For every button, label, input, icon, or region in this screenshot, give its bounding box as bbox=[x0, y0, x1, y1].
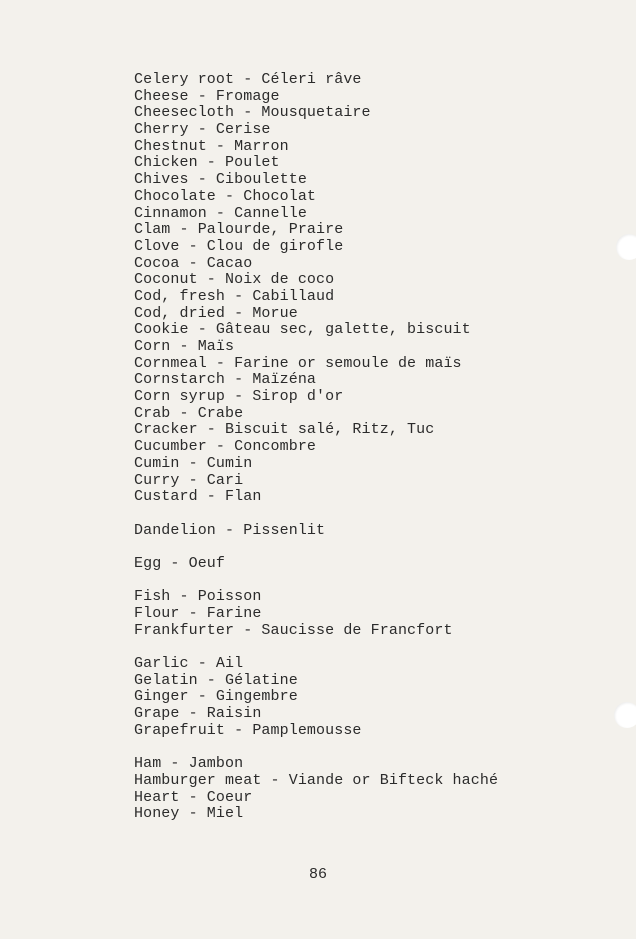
glossary-entry: Chicken - Poulet bbox=[134, 154, 280, 172]
page-number: 86 bbox=[308, 866, 327, 883]
glossary-entry: Grapefruit - Pamplemousse bbox=[134, 721, 362, 739]
glossary-entry: Crab - Crabe bbox=[134, 404, 244, 422]
glossary-entry: Flour - Farine bbox=[134, 605, 262, 622]
glossary-entry: Clam - Palourde, Praire bbox=[134, 221, 344, 239]
glossary-entry: Clove - Clou de girofle bbox=[134, 237, 344, 255]
section-gap bbox=[134, 573, 498, 590]
glossary-entry: Grape - Raisin bbox=[134, 705, 262, 723]
glossary-entry: Frankfurter - Saucisse de Francfort bbox=[134, 621, 453, 639]
glossary-entry: Garlic - Ail bbox=[134, 655, 244, 673]
glossary-entry: Gelatin - Gélatine bbox=[134, 671, 298, 689]
glossary-entry: Cod, fresh - Cabillaud bbox=[134, 287, 335, 305]
glossary-entry: Corn - Maïs bbox=[134, 338, 235, 355]
glossary-entry: Coconut - Noix de coco bbox=[134, 271, 335, 289]
section-gap bbox=[134, 506, 498, 523]
binder-hole bbox=[614, 702, 636, 728]
glossary-entry: Curry - Cari bbox=[134, 471, 244, 489]
glossary-entry: Chives - Ciboulette bbox=[134, 171, 307, 189]
glossary-entry: Celery root - Céleri râve bbox=[134, 71, 362, 88]
glossary-entry: Chestnut - Marron bbox=[134, 137, 289, 155]
glossary-entry: Cod, dried - Morue bbox=[134, 304, 298, 322]
glossary-entry: Heart - Coeur bbox=[134, 788, 253, 806]
glossary-entry: Ham - Jambon bbox=[134, 755, 244, 773]
glossary-entry: Cheesecloth - Mousquetaire bbox=[134, 104, 371, 122]
glossary-entry: Cumin - Cumin bbox=[134, 454, 253, 472]
binder-hole bbox=[616, 234, 636, 260]
glossary-entry: Cornmeal - Farine or semoule de maïs bbox=[134, 354, 462, 372]
section-gap bbox=[134, 740, 498, 757]
glossary-entry: Honey - Miel bbox=[134, 805, 244, 823]
glossary-entry: Cornstarch - Maïzéna bbox=[134, 371, 317, 389]
glossary-entry: Cherry - Cerise bbox=[134, 121, 271, 139]
glossary-entry: Chocolate - Chocolat bbox=[134, 187, 317, 205]
glossary-entry: Cinnamon - Cannelle bbox=[134, 204, 307, 222]
glossary-entry: Cookie - Gâteau sec, galette, biscuit bbox=[134, 321, 471, 339]
glossary-entry: Hamburger meat - Viande or Bifteck haché bbox=[134, 771, 499, 789]
glossary-entry: Custard - Flan bbox=[134, 488, 262, 506]
glossary-entry: Ginger - Gingembre bbox=[134, 688, 298, 706]
glossary-entry: Egg - Oeuf bbox=[134, 554, 226, 572]
glossary-entry: Corn syrup - Sirop d'or bbox=[134, 388, 344, 406]
section-gap bbox=[134, 539, 498, 556]
glossary-entry: Cucumber - Concombre bbox=[134, 438, 317, 456]
glossary-entry: Cocoa - Cacao bbox=[134, 254, 253, 272]
glossary-entry: Cracker - Biscuit salé, Ritz, Tuc bbox=[134, 421, 435, 439]
glossary-entry: Cheese - Fromage bbox=[134, 87, 280, 105]
glossary-entry: Dandelion - Pissenlit bbox=[134, 521, 326, 539]
section-gap bbox=[134, 639, 498, 656]
glossary-entry: Fish - Poisson bbox=[134, 588, 262, 606]
glossary-list bbox=[134, 72, 498, 823]
